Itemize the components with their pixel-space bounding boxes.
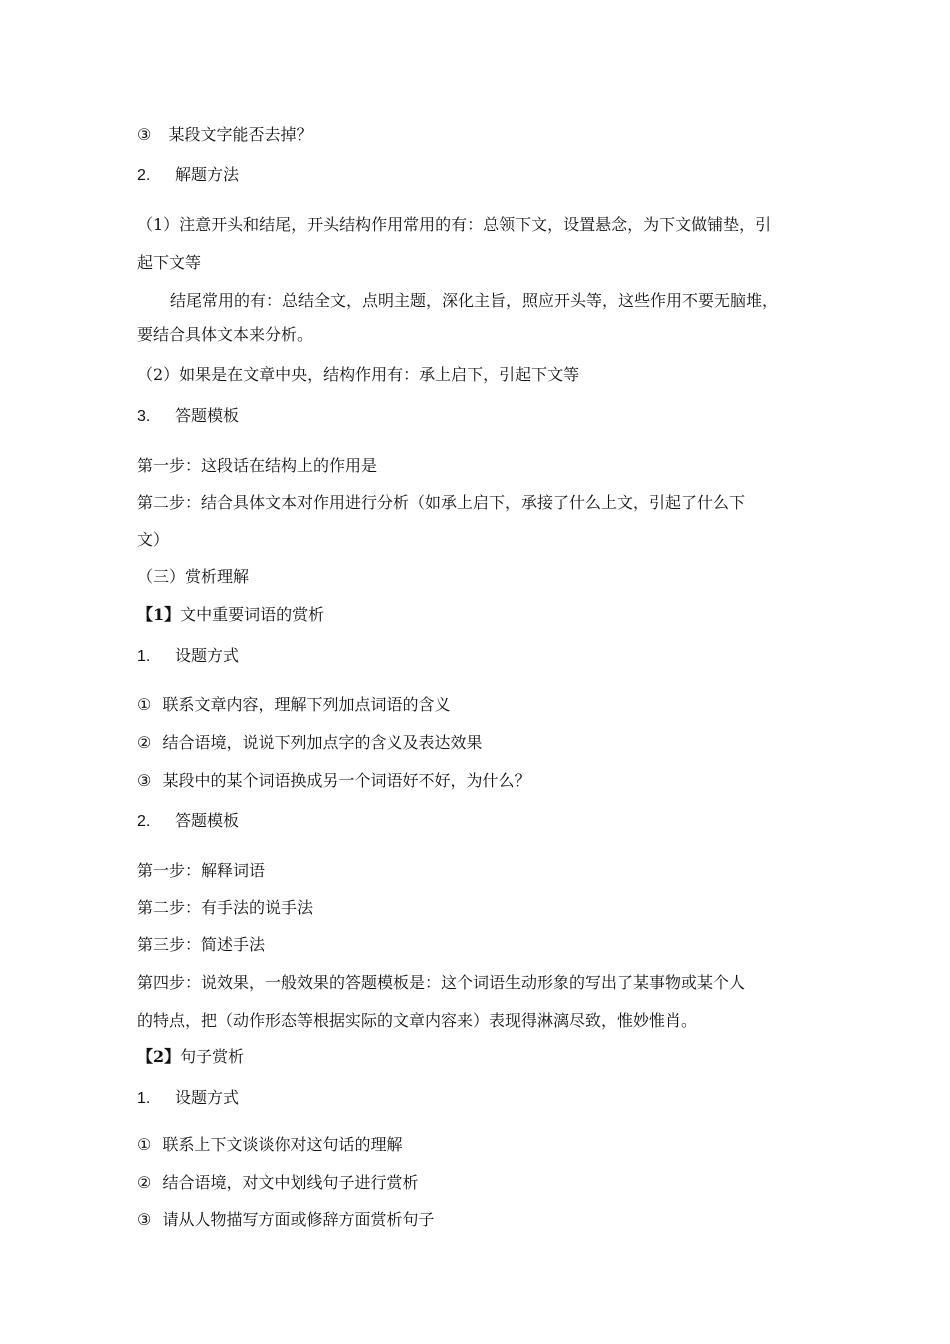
subsection-title: （三）赏析理解 [137,567,250,586]
list-item [137,694,450,716]
paragraph-line: 第一步：这段话在结构上的作用是 [137,456,378,475]
list-item-text: 联系文章内容，理解下列加点词语的含义 [162,695,451,714]
list-item-text: 某段中的某个词语换成另一个词语好不好，为什么？ [162,771,531,790]
list-item-text: 联系上下文谈谈你对这句话的理解 [162,1135,403,1154]
heading-text: 解题方法 [175,165,240,184]
heading-text: 设题方式 [175,1088,240,1107]
list-marker: ③ [137,771,152,790]
heading-number: 2. [137,813,151,830]
list-marker: ③ [137,1210,152,1229]
paragraph-line: 第二步：结合具体文本对作用进行分析（如承上启下，承接了什么上文，引起了什么下 [137,493,746,512]
paragraph-line: 第三步：简述手法 [137,935,266,954]
section-heading [137,1046,244,1068]
heading-marker: 【2】 [137,1047,181,1066]
list-item [137,732,482,754]
list-item-text: 请从人物描写方面或修辞方面赏析句子 [162,1210,435,1229]
paragraph-line: （2）如果是在文章中央，结构作用有：承上启下，引起下文等 [137,365,580,384]
list-item-text: 某段文字能否去掉？ [168,125,313,144]
list-item [137,124,312,146]
paragraph-line: 文） [137,530,170,549]
section-heading [137,405,239,428]
paragraph-line: 要结合具体文本来分析。 [137,325,314,344]
paragraph-line: 起下文等 [137,253,202,272]
paragraph-line: （1）注意开头和结尾，开头结构作用常用的有：总领下文，设置悬念，为下文做铺垫，引 [137,215,772,234]
paragraph-line: 第一步：解释词语 [137,861,266,880]
list-item [137,770,530,792]
list-marker: ② [137,1173,152,1192]
heading-marker: 【1】 [137,605,181,624]
list-marker: ② [137,733,152,752]
paragraph-line: 第四步：说效果，一般效果的答题模板是：这个词语生动形象的写出了某事物或某个人 [137,973,746,992]
section-heading [137,164,239,187]
list-item [137,1209,434,1231]
list-item-text: 结合语境，对文中划线句子进行赏析 [162,1173,419,1192]
section-heading [137,645,239,668]
list-marker: ③ [137,125,152,144]
list-item-text: 结合语境，说说下列加点字的含义及表达效果 [162,733,483,752]
heading-text: 设题方式 [175,646,240,665]
list-item [137,1134,402,1156]
section-heading [137,604,324,626]
paragraph-line: 结尾常用的有：总结全文，点明主题，深化主旨，照应开头等，这些作用不要无脑堆， [170,291,779,310]
section-heading [137,1087,239,1110]
heading-number: 1. [137,648,151,665]
heading-text: 文中重要词语的赏析 [180,605,325,624]
paragraph-line: 第二步：有手法的说手法 [137,898,314,917]
heading-number: 1. [137,1090,151,1107]
list-marker: ① [137,1135,152,1154]
heading-text: 句子赏析 [180,1047,245,1066]
heading-number: 2. [137,167,151,184]
list-item [137,1172,418,1194]
paragraph-line: 的特点，把（动作形态等根据实际的文章内容来）表现得淋漓尽致，惟妙惟肖。 [137,1011,698,1030]
heading-number: 3. [137,408,151,425]
heading-text: 答题模板 [175,811,240,830]
heading-text: 答题模板 [175,406,240,425]
section-heading [137,810,239,833]
list-marker: ① [137,695,152,714]
